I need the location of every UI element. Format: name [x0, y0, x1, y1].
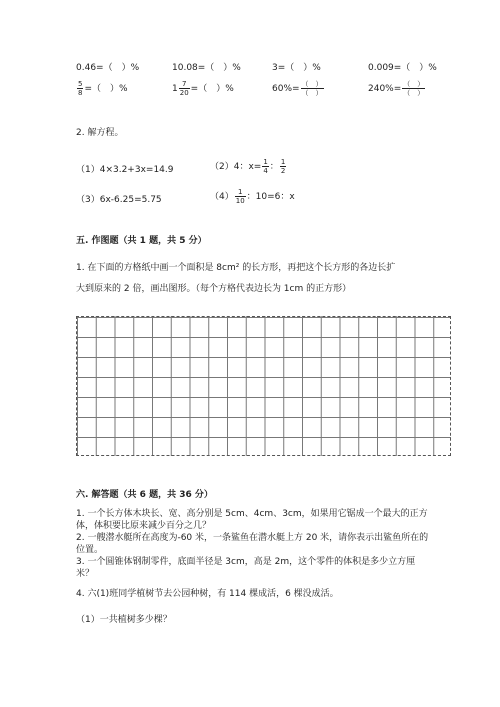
question-text: 大到原来的 2 倍，画出图形。（每个方格代表边长为 1cm 的正方形） — [76, 284, 352, 294]
conversion-item: $\frac{5}{8}$ =（ ）% — [78, 80, 128, 97]
question-text: 2. 一艘潜水艇所在高度为-60 米，一条鲨鱼在潜水艇上方 20 米，请你表示出鲨鱼所在的位置。 — [76, 533, 429, 555]
question-text: 3. 一个圆锥体钢制零件，底面半径是 3cm，高是 2m，这个零件的体积是多少立方厘米？ — [76, 557, 416, 579]
question-text: 1. 在下面的方格纸中画一个面积是 8cm² 的长方形，再把这个长方形的各边长扩 — [76, 263, 396, 273]
fraction: $\frac{( )}{( )}$ — [403, 80, 425, 97]
fraction: $\frac{1}{10}$ — [235, 188, 245, 205]
equation: （3）6x-6.25=5.75 — [76, 195, 162, 205]
conversion-item: 0.46=（ ）% — [76, 63, 140, 73]
sub-question: （1）一共植树多少棵？ — [76, 615, 172, 625]
question-text: 4. 六(1)班同学植树节去公园种树，有 114 棵成活，6 棵没成活。 — [76, 589, 339, 599]
conversion-item: 10.08=（ ）% — [172, 63, 241, 73]
conversion-item: 3=（ ）% — [272, 63, 321, 73]
fraction: $\frac{1}{2}$ — [280, 158, 286, 175]
fraction: $\frac{5}{8}$ — [78, 80, 83, 97]
conversion-item: 60%= $\frac{( )}{( )}$ — [272, 80, 323, 97]
fraction: $\frac{7}{20}$ — [179, 80, 189, 97]
conversion-item: 1 $\frac{7}{20}$ =（ ）% — [172, 80, 234, 97]
conversion-item: 240%= $\frac{( )}{( )}$ — [368, 80, 425, 97]
square-grid — [76, 316, 451, 456]
question-heading: 2. 解方程。 — [76, 128, 124, 138]
fraction: $\frac{1}{4}$ — [263, 158, 268, 175]
equation: （2）4：x= $\frac{1}{4}$ ： $\frac{1}{2}$ — [210, 158, 286, 175]
question-text: 1. 一个长方体木块长、宽、高分别是 5cm、4cm、3cm，如果用它锯成一个最大的正方体，体积要比原来减少百分之几？ — [76, 509, 428, 531]
conversion-item: 0.009=（ ）% — [368, 63, 437, 73]
fraction: $\frac{( )}{( )}$ — [301, 80, 323, 97]
section-title: 五. 作图题（共 1 题，共 5 分） — [76, 236, 207, 246]
equation: （1）4×3.2+3x=14.9 — [76, 165, 174, 175]
equation: （4） $\frac{1}{10}$ ：10=6：x — [210, 188, 295, 205]
section-title: 六. 解答题（共 6 题，共 36 分） — [76, 490, 213, 500]
